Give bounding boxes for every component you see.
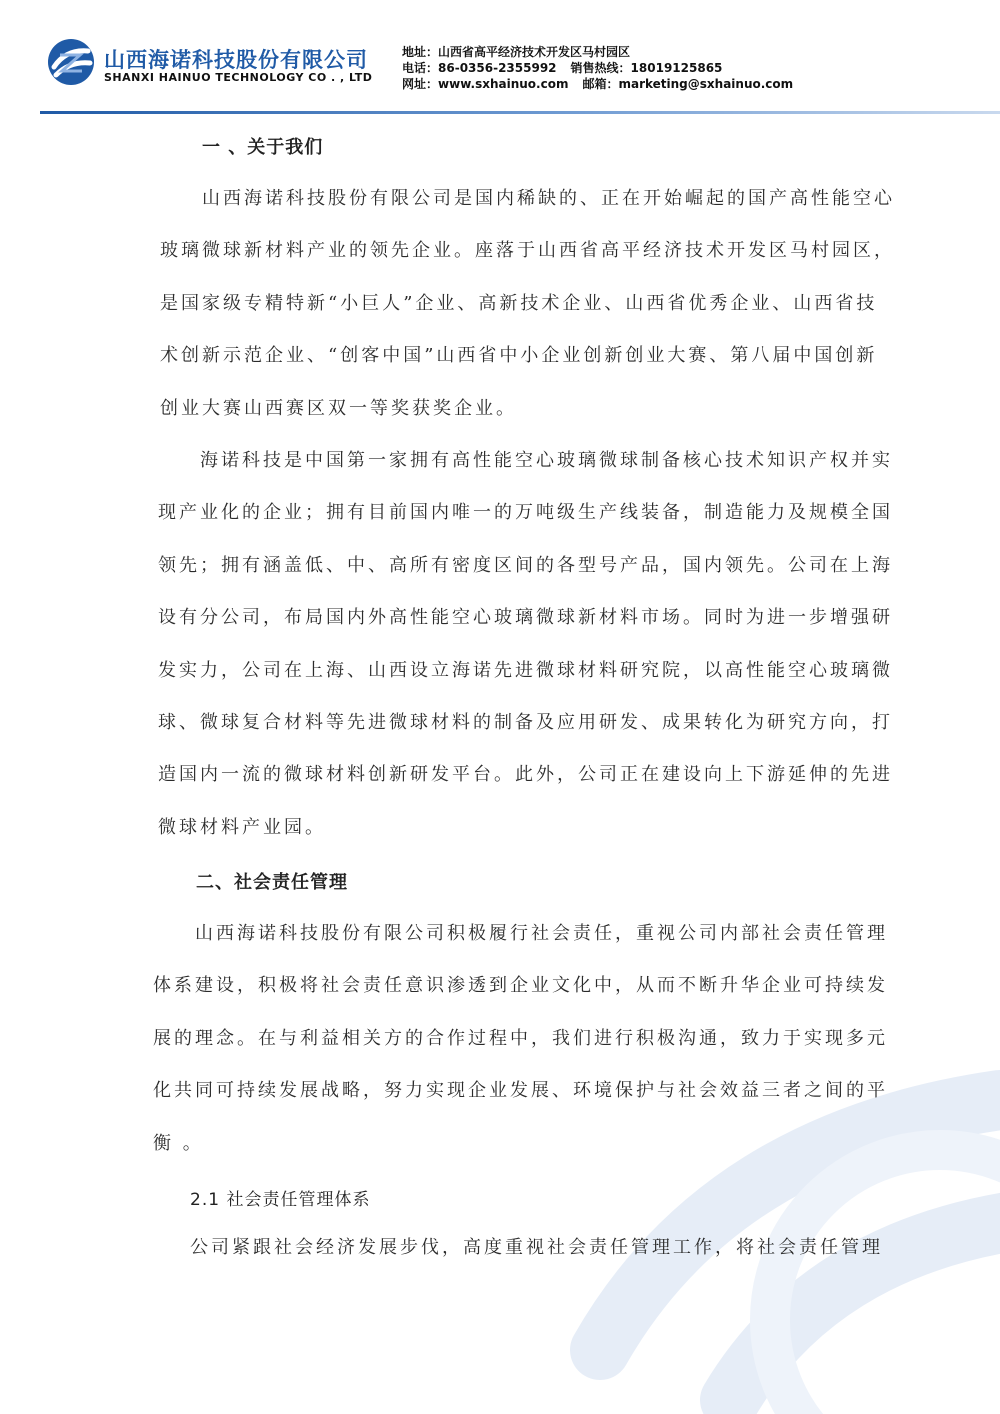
text-line: 海诺科技是中国第一家拥有高性能空心玻璃微球制备核心技术知识产权并实 <box>200 450 893 471</box>
text-line: 创业大赛山西赛区双一等奖获奖企业。 <box>160 397 517 419</box>
phone-row <box>402 60 793 76</box>
paragraph-csr-1 <box>153 908 888 1170</box>
text-line: 公司紧跟社会经济发展步伐，高度重视社会责任管理工作，将社会责任管理 <box>190 1237 883 1258</box>
paragraph-about-2 <box>158 435 893 854</box>
text-line: 山西海诺科技股份有限公司是国内稀缺的、正在开始崛起的国产高性能空心 <box>202 188 895 209</box>
text-line: 玻璃微球新材料产业的领先企业。座落于山西省高平经济技术开发区马村园区， <box>160 240 895 262</box>
text-line: 山西海诺科技股份有限公司积极履行社会责任，重视公司内部社会责任管理 <box>195 923 888 944</box>
address-label: 地址： <box>402 45 439 59</box>
text-line: 发实力，公司在上海、山西设立海诺先进微球材料研究院，以高性能空心玻璃微 <box>158 659 893 681</box>
paragraph-about-1 <box>160 173 895 435</box>
address-row <box>402 44 793 60</box>
web-link[interactable]: www.sxhainuo.com <box>438 77 569 91</box>
hotline-value: 18019125865 <box>630 61 723 75</box>
text-line: 化共同可持续发展战略，努力实现企业发展、环境保护与社会效益三者之间的平 <box>153 1080 888 1102</box>
text-line: 造国内一流的微球材料创新研发平台。此外，公司正在建设向上下游延伸的先进 <box>158 764 893 786</box>
web-row <box>402 76 793 92</box>
section-heading-about: 一 、关于我们 <box>202 137 324 158</box>
text-line: 球、微球复合材料等先进微球材料的制备及应用研发、成果转化为研究方向，打 <box>158 712 893 734</box>
email-link[interactable]: marketing@sxhainuo.com <box>618 77 794 91</box>
phone-value: 86-0356-2355992 <box>438 61 557 75</box>
text-line: 展的理念。在与利益相关方的合作过程中，我们进行积极沟通，致力于实现多元 <box>153 1027 888 1049</box>
web-label: 网址： <box>402 77 439 91</box>
email-label: 邮箱： <box>582 77 619 91</box>
letterhead <box>0 0 1000 120</box>
text-line: 衡 。 <box>153 1132 204 1154</box>
text-line: 领先；拥有涵盖低、中、高所有密度区间的各型号产品，国内领先。公司在上海 <box>158 554 893 576</box>
company-name-en: SHANXI HAINUO TECHNOLOGY CO . , LTD <box>104 71 373 84</box>
paragraph-csr-2 <box>190 1222 883 1274</box>
text-line: 是国家级专精特新“小巨人”企业、高新技术企业、山西省优秀企业、山西省技 <box>160 292 878 314</box>
text-line: 体系建设，积极将社会责任意识渗透到企业文化中，从而不断升华企业可持续发 <box>153 975 888 997</box>
text-line: 现产业化的企业；拥有目前国内唯一的万吨级生产线装备，制造能力及规模全国 <box>158 502 893 524</box>
phone-label: 电话： <box>402 61 439 75</box>
text-line: 设有分公司，布局国内外高性能空心玻璃微球新材料市场。同时为进一步增强研 <box>158 607 893 629</box>
contact-info <box>402 44 793 92</box>
company-name-cn: 山西海诺科技股份有限公司 <box>104 48 368 72</box>
subsection-heading-csr-system: 2.1 社会责任管理体系 <box>190 1190 371 1210</box>
text-line: 术创新示范企业、“创客中国”山西省中小企业创新创业大赛、第八届中国创新 <box>160 345 878 367</box>
company-logo-icon <box>46 37 96 87</box>
hotline-label: 销售热线： <box>570 61 631 75</box>
header-divider <box>40 111 1000 114</box>
text-line: 微球材料产业园。 <box>158 816 326 838</box>
address-value: 山西省高平经济技术开发区马村园区 <box>438 45 631 59</box>
section-heading-csr: 二、社会责任管理 <box>196 872 348 893</box>
